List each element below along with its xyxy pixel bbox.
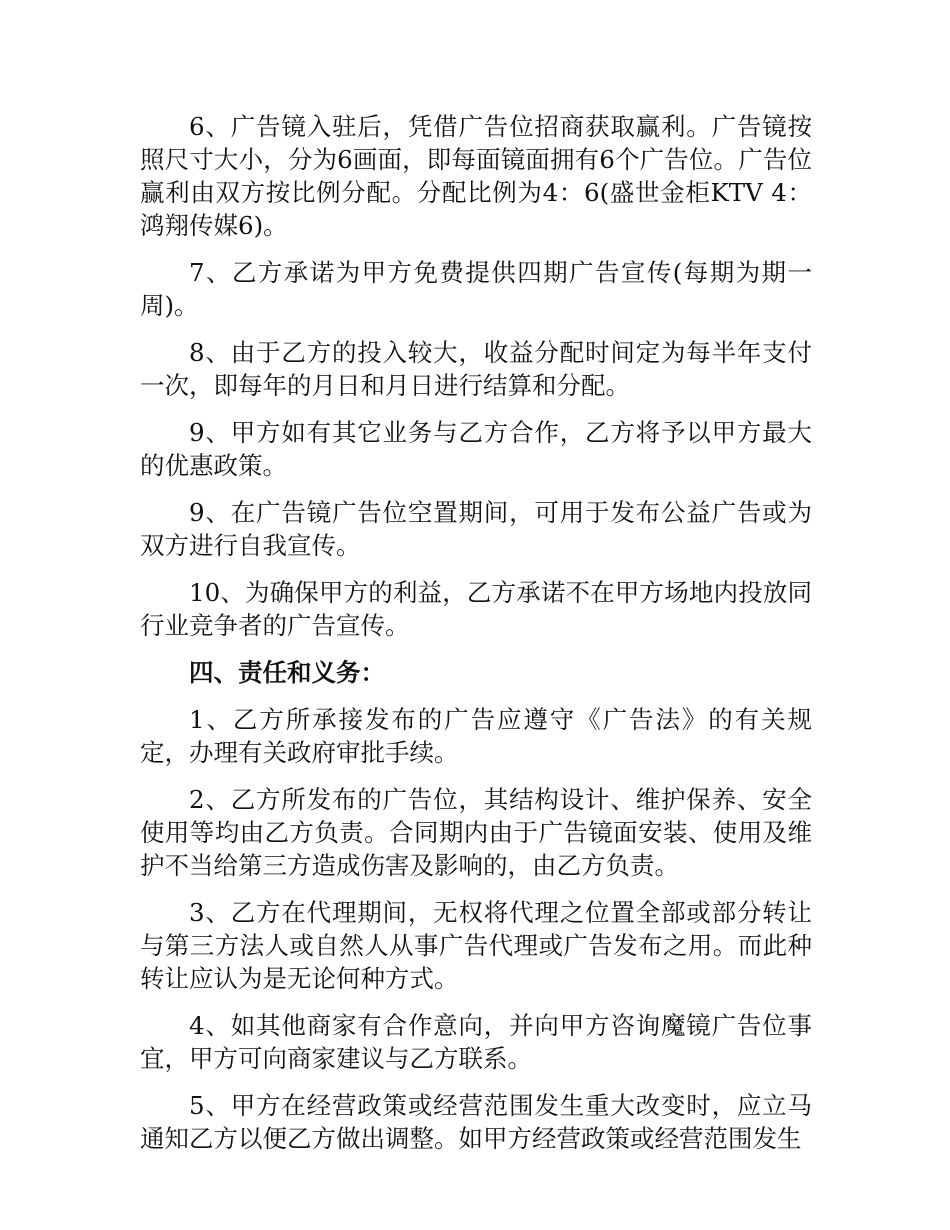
duty-4-referral: 4、如其他商家有合作意向，并向甲方咨询魔镜广告位事宜，甲方可向商家建议与乙方联系。 — [140, 1011, 812, 1073]
duty-2-maintenance: 2、乙方所发布的广告位，其结构设计、维护保养、安全使用等均由乙方负责。合同期内由于广告镜面安装、使用及维护不当给第三方造成伤害及影响的，由乙方负责。 — [140, 785, 812, 880]
document-page — [140, 110, 812, 1169]
duty-1-ad-law: 1、乙方所承接发布的广告应遵守《广告法》的有关规定，办理有关政府审批手续。 — [140, 705, 812, 767]
clause-8-settlement: 8、由于乙方的投入较大，收益分配时间定为每半年支付一次，即每年的月日和月日进行结算和分配。 — [140, 338, 812, 400]
clause-10-competitors: 10、为确保甲方的利益，乙方承诺不在甲方场地内投放同行业竞争者的广告宣传。 — [140, 578, 812, 640]
clause-9-public-ads: 9、在广告镜广告位空置期间，可用于发布公益广告或为双方进行自我宣传。 — [140, 498, 812, 560]
clause-9-discount: 9、甲方如有其它业务与乙方合作，乙方将予以甲方最大的优惠政策。 — [140, 418, 812, 480]
duty-3-transfer: 3、乙方在代理期间，无权将代理之位置全部或部分转让与第三方法人或自然人从事广告代理或广告发布之用。而此种转让应认为是无论何种方式。 — [140, 898, 812, 993]
duty-5-policy-change: 5、甲方在经营政策或经营范围发生重大改变时，应立马通知乙方以便乙方做出调整。如甲方经营政策或经营范围发生 — [140, 1091, 812, 1153]
clause-7-free-ads: 7、乙方承诺为甲方免费提供四期广告宣传(每期为期一周)。 — [140, 258, 812, 320]
clause-6-revenue: 6、广告镜入驻后，凭借广告位招商获取赢利。广告镜按照尺寸大小，分为6画面，即每面镜面拥有6个广告位。广告位赢利由双方按比例分配。分配比例为4：6(盛世金柜KTV 4：鸿翔传媒6)。 — [140, 112, 812, 240]
section-heading-responsibilities: 四、责任和义务： — [189, 658, 385, 687]
